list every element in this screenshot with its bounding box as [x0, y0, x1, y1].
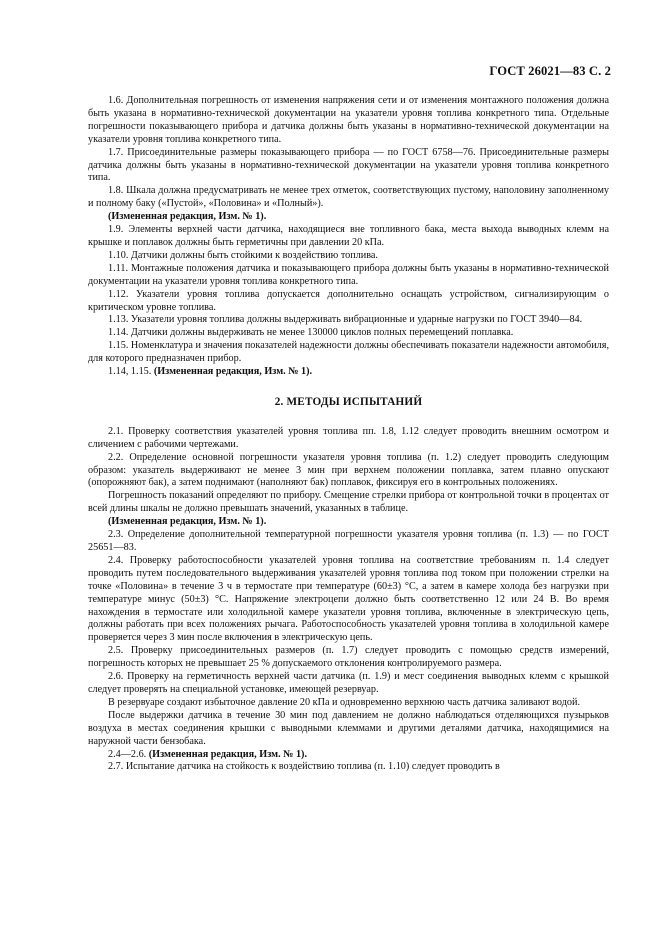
clause-2-6: 2.6. Проверку на герметичность верхней части датчика (п. 1.9) и мест соединения выводных клемм с крышкой следует проверять на специальной установке, имеющей резервуар.: [88, 671, 609, 695]
page-header: ГОСТ 26021—83 С. 2: [489, 64, 611, 78]
amendment-note: (Измененная редакция, Изм. № 1).: [153, 366, 313, 378]
clause-1-10: 1.10. Датчики должны быть стойкими к воздействию топлива.: [108, 249, 378, 261]
clause-1-14-1-15-amendment: [88, 366, 609, 379]
clause-2-2: 2.2. Определение основной погрешности указателя уровня топлива (п. 1.2) следует проводить следующим образом: указатель выдерживают не менее 3 мин при верхнем положении поплавка, затем плавно опускают (опорожняют бак), а затем поднимают (наполняют бак) поплавок, фиксируя его в контрольных положениях.: [88, 451, 609, 489]
clause-numbers: 1.14, 1.15.: [108, 366, 152, 378]
clause-numbers: 2.4—2.6.: [108, 748, 147, 760]
clause-2-3: 2.3. Определение дополнительной температурной погрешности указателя уровня топлива (п. 1.3) — по ГОСТ 25651—83.: [88, 529, 609, 553]
clause-1-14: 1.14. Датчики должны выдерживать не менее 130000 циклов полных перемещений поплавка.: [108, 327, 514, 339]
clause-2-7: 2.7. Испытание датчика на стойкость к воздействию топлива (п. 1.10) следует проводить в: [108, 761, 500, 773]
clause-2-4-2-6-amendment: [88, 749, 609, 762]
amendment-note: (Измененная редакция, Изм. № 1).: [108, 516, 267, 528]
clause-1-9: 1.9. Элементы верхней части датчика, находящиеся вне топливного бака, места выхода выводных клемм на крышке и поплавок должны быть герметичны при давлении 20 кПа.: [88, 224, 609, 248]
amendment-note: (Измененная редакция, Изм. № 1).: [108, 211, 267, 223]
clause-2-1: 2.1. Проверку соответствия указателей уровня топлива пп. 1.8, 1.12 следует проводить внешним осмотром и сличением с рабочими чертежами.: [88, 425, 609, 450]
clause-1-11: 1.11. Монтажные положения датчика и показывающего прибора должны быть указаны в нормативно-технической документации на указатели уровня топлива конкретного типа.: [88, 262, 609, 287]
clause-2-5: 2.5. Проверку присоединительных размеров (п. 1.7) следует проводить с помощью средств измерений, погрешность которых не превышает 25 % допускаемого отклонения контролируемого размера.: [88, 645, 609, 670]
clause-1-7: 1.7. Присоединительные размеры показывающего прибора — по ГОСТ 6758—76. Присоединительные размеры датчика должны быть указаны в нормативно-технической документации на указатели уровня топлива конкретного типа.: [88, 146, 609, 184]
clause-1-15: 1.15. Номенклатура и значения показателей надежности должны обеспечивать показатели надежности автомобиля, для которого предназначен прибор.: [88, 340, 609, 365]
clause-2-6-continued-2: После выдержки датчика в течение 30 мин под давлением не должно наблюдаться отделяющихся пузырьков воздуха в местах соединения крышки с выводными клеммами и другими деталями датчика, находящимися на наружной части бензобака.: [88, 709, 609, 747]
clause-1-8: 1.8. Шкала должна предусматривать не менее трех отметок, соответствующих пустому, наполовину заполненному и полному баку («Пустой», «Половина» и «Полный»).: [88, 185, 609, 210]
clause-1-13: 1.13. Указатели уровня топлива должны выдерживать вибрационные и ударные нагрузки по ГОСТ 3940—84.: [108, 314, 583, 326]
clause-1-6: 1.6. Дополнительная погрешность от изменения напряжения сети и от изменения монтажного положения должна быть указана в нормативно-технической документации на указатели уровня топлива конкретного типа. Отдельные погрешности показывающего прибора и датчика должны быть указаны в нормативно-технической документации на указатели уровня топлива конкретного типа.: [88, 95, 609, 145]
clause-2-2-continued: Погрешность показаний определяют по прибору. Смещение стрелки прибора от контрольной точки в процентах от всей длины шкалы не должно превышать значений, указанных в таблице.: [88, 490, 609, 515]
amendment-note: (Измененная редакция, Изм. № 1).: [148, 748, 307, 760]
section-title: 2. МЕТОДЫ ИСПЫТАНИЙ: [274, 395, 423, 408]
clause-2-4: 2.4. Проверку работоспособности указателей уровня топлива на соответствие требованиям п. 1.4 следует проводить путем последовательного выдерживания указателей уровня топлива под током при положении стрелки на точке «Половина» в течение 3 ч в термостате при температуре (60±3) °С, а затем в камере холода без нагрузки при температуре минус (50±3) °С. Напряжение электроцепи должно быть соответственно 12 или 24 В. Во время нахождения в термостате или холодильной камере указатели уровня топлива, включенные в электрическую цепь, должны работать при всех положениях рычага. Работоспособность указателей уровня топлива в холодильной камере проверяется через 3 мин после включения в электрическую цепь.: [88, 554, 609, 644]
clause-1-12: 1.12. Указатели уровня топлива допускается дополнительно оснащать устройством, сигнализирующим о критическом уровне топлива.: [88, 288, 609, 313]
clause-2-6-continued: В резервуаре создают избыточное давление 20 кПа и одновременно верхнюю часть датчика заливают водой.: [108, 696, 580, 708]
document-body: [88, 95, 609, 774]
